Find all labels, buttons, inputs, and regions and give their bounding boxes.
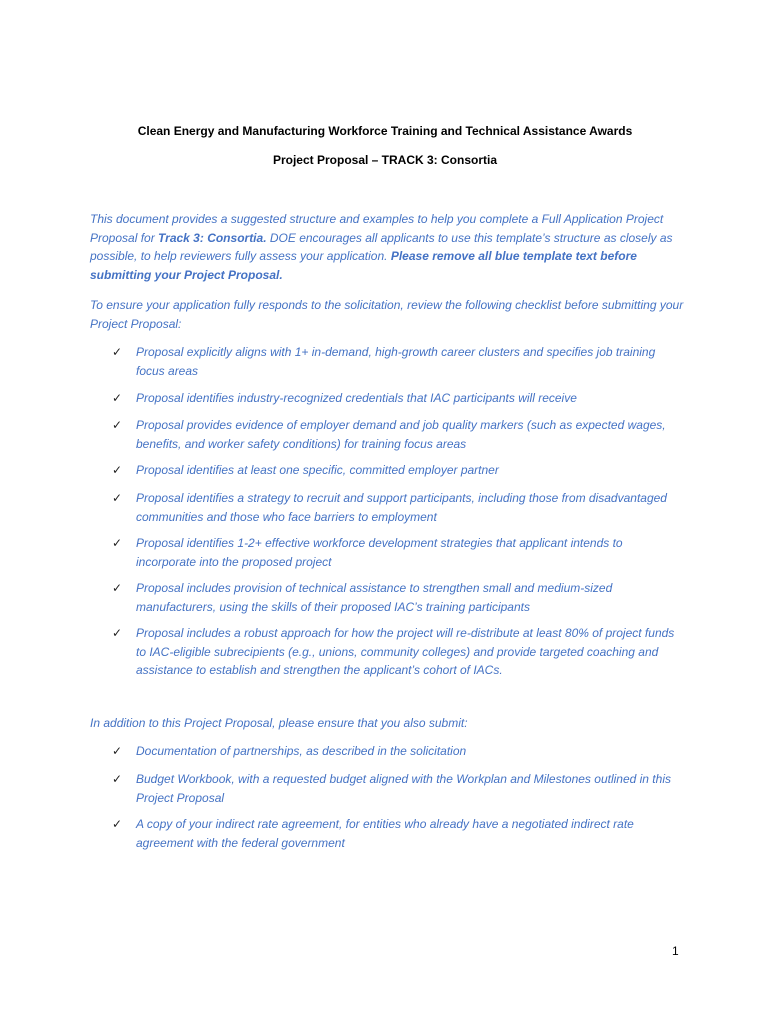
- checkmark-icon: ✓: [112, 536, 123, 550]
- checkmark-icon: ✓: [112, 744, 123, 758]
- page-number: 1: [672, 944, 679, 958]
- checklist-item-text: Proposal identifies a strategy to recruit and support participants, including those from disadvantaged communities and those who face barriers to employment: [136, 491, 667, 524]
- intro-text-1: This document provides a suggested structure and examples to help you complete a Full Application Project Proposal for: [90, 212, 664, 245]
- checklist-intro: To ensure your application fully responds to the solicitation, review the following checklist before submitting your Project Proposal:: [90, 298, 684, 331]
- intro-bold-track: Track 3: Consortia.: [158, 230, 267, 245]
- submit-item-text: A copy of your indirect rate agreement, for entities who already have a negotiated indirect rate agreement with the federal government: [136, 817, 634, 850]
- intro-text-2: DOE encourages all applicants to use this template’s structure as closely as possible, to help reviewers fully assess your application.: [90, 230, 673, 263]
- checklist-item-text: Proposal identifies at least one specific, committed employer partner: [136, 463, 499, 477]
- checkmark-icon: ✓: [112, 772, 123, 786]
- checklist-item-text: Proposal includes provision of technical assistance to strengthen small and medium-sized manufacturers, using the skills of their proposed IAC’s training participants: [136, 581, 613, 614]
- checklist-item-text: Proposal identifies industry-recognized credentials that IAC participants will receive: [136, 391, 577, 405]
- checklist-item-text: Proposal includes a robust approach for how the project will re-distribute at least 80% of project funds to IAC-eligible subrecipients (e.g., unions, community colleges) and provide targeted coaching and assistance to establish and strengthen the applicant’s cohort of IACs.: [136, 626, 675, 677]
- intro-bold-instruction: Please remove all blue template text before submitting your Project Proposal.: [90, 249, 637, 282]
- checkmark-icon: ✓: [112, 418, 123, 432]
- checkmark-icon: ✓: [112, 817, 123, 831]
- checklist-item-text: Proposal identifies 1-2+ effective workforce development strategies that applicant intends to incorporate into the proposed project: [136, 536, 623, 569]
- intro-paragraph: [90, 210, 690, 284]
- checklist-item-text: Proposal explicitly aligns with 1+ in-demand, high-growth career clusters and specifies job training focus areas: [136, 345, 656, 378]
- checkmark-icon: ✓: [112, 581, 123, 595]
- submit-item-text: Documentation of partnerships, as described in the solicitation: [136, 744, 467, 758]
- document-subtitle: Project Proposal – TRACK 3: Consortia: [272, 153, 498, 167]
- checkmark-icon: ✓: [112, 345, 123, 359]
- checkmark-icon: ✓: [112, 491, 123, 505]
- checklist-item-text: Proposal provides evidence of employer demand and job quality markers (such as expected wages, benefits, and worker safety conditions) for training focus areas: [136, 418, 666, 451]
- document-title: Clean Energy and Manufacturing Workforce Training and Technical Assistance Awards: [137, 124, 633, 138]
- submit-item-text: Budget Workbook, with a requested budget aligned with the Workplan and Milestones outlined in this Project Proposal: [136, 772, 671, 805]
- submit-intro: In addition to this Project Proposal, please ensure that you also submit:: [90, 716, 468, 730]
- checkmark-icon: ✓: [112, 626, 123, 640]
- checkmark-icon: ✓: [112, 391, 123, 405]
- checkmark-icon: ✓: [112, 463, 123, 477]
